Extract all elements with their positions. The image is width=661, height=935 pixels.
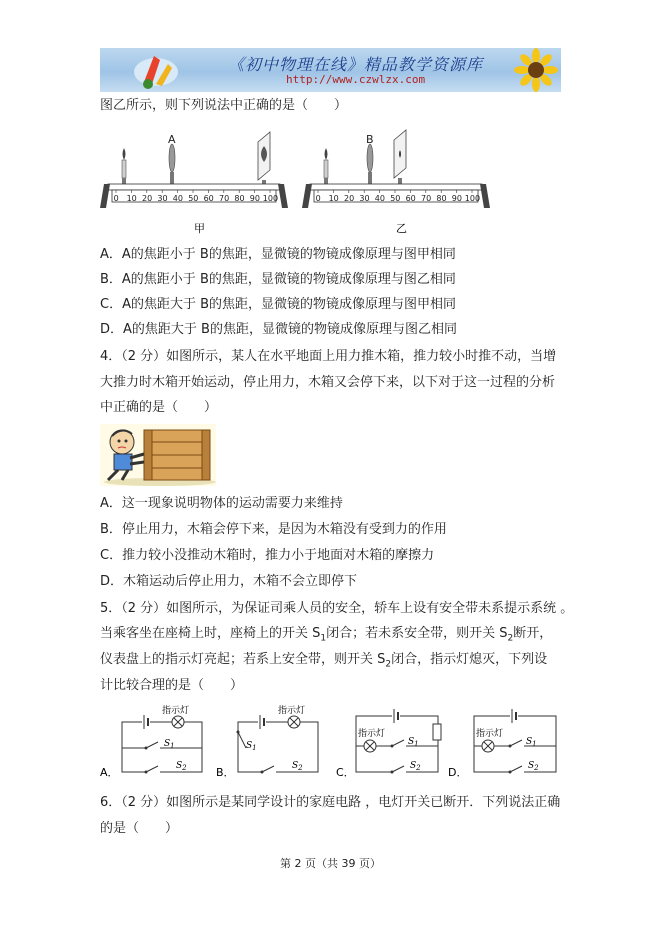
bench-tick-label: 80 [436,194,447,203]
svg-text:S1: $S_1$ [526,737,537,748]
q3-stem: 图乙所示，则下列说法中正确的是（ ） [100,98,348,113]
circuit-d [448,709,556,779]
circuit-c [336,709,441,779]
q4-stem-line-2: 大推力时木箱开始运动，停止用力，木箱又会停下来，以下对于这一过程的分析 [100,375,556,390]
q5-circuit-options [100,700,560,782]
sunflower-icon [510,48,561,92]
q3-option-a: A．A的焦距小于 B的焦距，显微镜的物镜成像原理与图甲相同 [100,247,456,262]
header-banner [100,48,561,92]
svg-text:指示灯: 指示灯 [476,729,504,739]
q5-stem-line-4: 计比较合理的是（ ） [100,678,244,693]
bench-tick-label: 10 [126,194,137,203]
bench-tick-label: 0 [315,194,321,203]
q4-pushing-box-illustration [100,424,216,486]
bench-tick-label: 90 [249,194,260,203]
circuit-d-letter: D． [448,766,468,779]
q4-stem-line-1: 4．（2 分）如图所示，某人在水平地面上用力推木箱，推力较小时推不动，当增 [100,349,557,364]
bench-tick-label: 40 [172,194,183,203]
bench-tick-label: 90 [451,194,462,203]
svg-text:S2: $S_2$ [292,761,303,772]
bench-tick-label: 80 [234,194,245,203]
q4-option-a: A．这一现象说明物体的运动需要力来维持 [100,496,343,511]
lamp-label: 指示灯 [162,706,190,716]
caption-jia: 甲 [194,222,205,235]
bench-tick-label: 10 [328,194,339,203]
svg-text:S1: $S_1$ [246,741,257,752]
svg-text:指示灯: 指示灯 [278,706,306,716]
lens-b-label: B [366,133,374,146]
q3-figure [100,128,492,240]
q4-option-d: D．木箱运动后停止用力，木箱不会立即停下 [100,574,358,589]
caption-yi: 乙 [396,222,407,235]
svg-text:S2: $S_2$ [176,761,187,772]
q3-option-b: B．A的焦距小于 B的焦距，显微镜的物镜成像原理与图乙相同 [100,272,456,287]
q4-option-b: B．停止用力，木箱会停下来，是因为木箱没有受到力的作用 [100,522,447,537]
q3-option-d: D．A的焦距大于 B的焦距，显微镜的物镜成像原理与图乙相同 [100,322,457,337]
q6-stem-line-1: 6．（2 分）如图所示是某同学设计的家庭电路 ，电灯开关已断开．下列说法正确 [100,795,561,810]
header-title: 《初中物理在线》精品教学资源库 [228,55,484,74]
bench-tick-label: 100 [464,194,481,203]
q5-stem-line-1: 5．（2 分）如图所示，为保证司乘人员的安全，轿车上设有安全带未系提示系统 。 [100,601,574,616]
q4-option-c: C．推力较小没推动木箱时，推力小于地面对木箱的摩擦力 [100,548,435,563]
site-logo-icon [126,50,186,90]
bench-tick-label: 50 [390,194,401,203]
bench-tick-label: 0 [113,194,119,203]
circuit-b [216,704,318,779]
svg-text:S1: $S_1$ [408,737,419,748]
bench-tick-label: 60 [405,194,416,203]
q6-stem-line-2: 的是（ ） [100,821,179,836]
bench-tick-label: 20 [344,194,355,203]
bench-tick-label: 30 [157,194,168,203]
header-url: http://www.czwlzx.com [286,73,426,86]
bench-tick-label: 100 [262,194,279,203]
bench-tick-label: 70 [219,194,230,203]
svg-text:S2: $S_2$ [528,761,539,772]
bench-tick-label: 40 [374,194,385,203]
lens-a-label: A [168,133,176,146]
q5-stem-line-2: 当乘客坐在座椅上时，座椅上的开关 $S_1$闭合；若未系安全带，则开关 $S_2$断开， [100,626,553,644]
q3-option-c: C．A的焦距大于 B的焦距，显微镜的物镜成像原理与图甲相同 [100,297,457,312]
svg-text:S1: $S_1$ [164,739,175,750]
q5-stem-line-3: 仪表盘上的指示灯亮起；若系上安全带，则开关 $S_2$闭合，指示灯熄灭，下列设 [100,652,548,670]
bench-tick-label: 50 [188,194,199,203]
q4-stem-line-3: 中正确的是（ ） [100,400,218,415]
bench-tick-label: 30 [359,194,370,203]
bench-tick-label: 70 [421,194,432,203]
page-footer: 第 2 页（共 39 页） [280,857,381,870]
bench-tick-label: 20 [142,194,153,203]
svg-text:指示灯: 指示灯 [358,729,386,739]
circuit-a-letter: A． [100,766,119,779]
circuit-b-letter: B． [216,766,235,779]
circuit-a [100,704,202,779]
bench-tick-label: 60 [203,194,214,203]
svg-text:S2: $S_2$ [410,761,421,772]
circuit-c-letter: C． [336,766,355,779]
